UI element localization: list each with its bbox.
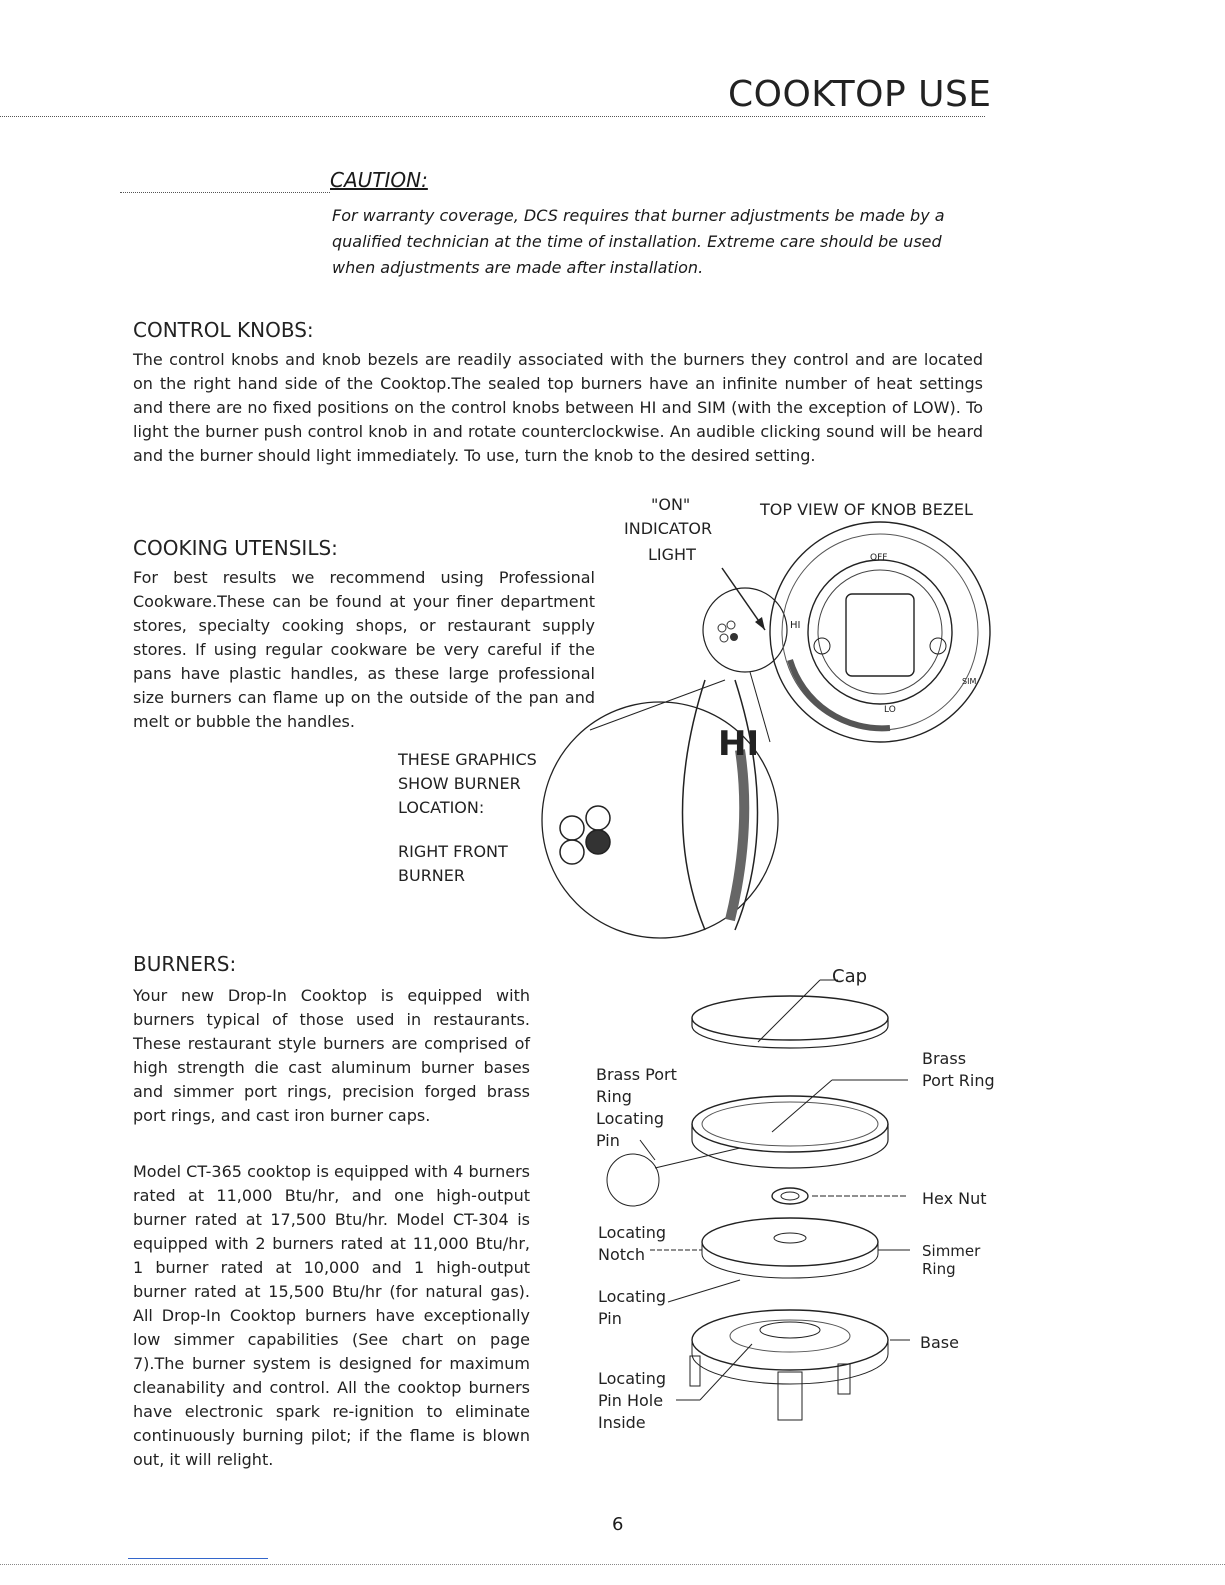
footer-link-underline (128, 1558, 268, 1559)
cooking-utensils-heading: COOKING UTENSILS: (133, 536, 338, 560)
page-number: 6 (612, 1514, 624, 1535)
label-line: Pin (598, 1309, 622, 1328)
label-line: Notch (598, 1245, 645, 1264)
caption-line: LOCATION: (398, 798, 485, 817)
page-title: COOKTOP USE (728, 74, 992, 115)
label-line: Locating (598, 1287, 667, 1306)
caption-line: RIGHT FRONT (398, 842, 508, 861)
footer-rule (0, 1564, 1225, 1565)
control-knobs-heading: CONTROL KNOBS: (133, 318, 314, 342)
simmer-ring-label (922, 1242, 980, 1278)
caption-line: SHOW BURNER (398, 774, 521, 793)
brass-port-ring-locating-pin-label (596, 1064, 677, 1152)
label-line: Pin (596, 1131, 620, 1150)
caution-line: qualified technician at the time of installation. Extreme care should be used (332, 232, 942, 251)
control-knobs-body: The control knobs and knob bezels are readily associated with the burners they control and are located on the right hand side of the Cooktop.The sealed top burners have an infinite number of heat settings and there are no fixed positions on the control knobs between HI and SIM (with the exception of LOW). To light the burner push control knob in and rotate counterclockwise. An audible clicking sound will be heard and the burner should light immediately. To use, turn the knob to the desired setting. (133, 350, 983, 465)
hex-nut-label: Hex Nut (922, 1189, 987, 1208)
bezel-lo-mark: LO (884, 705, 896, 715)
locating-notch-label (598, 1222, 666, 1266)
label-line: Locating (596, 1109, 665, 1128)
cooking-utensils-body: For best results we recommend using Professional Cookware.These can be found at your finer department stores, specialty cooking shops, or restaurant supply stores. If using regular cookware be very careful if the pans have plastic handles, as these large professional size burners can flame up on the outside of the pan and melt or bubble the handles. (133, 568, 595, 731)
on-label: "ON" (651, 495, 691, 514)
brass-label: Brass (922, 1049, 967, 1068)
port-ring-label: Port Ring (922, 1071, 995, 1090)
indicator-label: INDICATOR (624, 519, 713, 538)
label-line: Pin Hole (598, 1391, 664, 1410)
caption-line: BURNER (398, 866, 465, 885)
burners-body-2: Model CT-365 cooktop is equipped with 4 burners rated at 11,000 Btu/hr, and one high-output burner rated at 17,500 Btu/hr. Model CT-304 is equipped with 2 burners rated at 11,000 Btu/hr, 1 burner rated at 10,000 and 1 high-output burner rated at 15,500 Btu/hr (for natural gas). All Drop-In Cooktop burners have exceptionally low simmer capabilities (See chart on page 7).The burner system is designed for maximum cleanability and control. All the cooktop burners have electronic spark re-ignition to eliminate continuously burning pilot; if the flame is blown out, it will relight. (133, 1162, 530, 1469)
burners-body-1: Your new Drop-In Cooktop is equipped with burners typical of those used in restaurants. These restaurant style burners are comprised of high strength die cast aluminum burner bases and simmer port rings, precision forged brass port rings, and cast iron burner caps. (133, 986, 530, 1125)
locating-pin-hole-label (598, 1368, 666, 1434)
cap-label: Cap (832, 966, 868, 987)
light-label: LIGHT (648, 545, 696, 564)
burners-heading: BURNERS: (133, 952, 237, 976)
label-line: Locating (598, 1223, 667, 1242)
label-line: Inside (598, 1413, 646, 1432)
bezel-off-mark: OFF (870, 553, 888, 563)
base-label: Base (920, 1333, 959, 1352)
locating-pin-label (598, 1286, 666, 1330)
label-line: Locating (598, 1369, 667, 1388)
caution-line: For warranty coverage, DCS requires that burner adjustments be made by a (332, 206, 945, 225)
caption-line: THESE GRAPHICS (398, 750, 537, 769)
bezel-sim-mark: SIM (962, 677, 977, 686)
label-line: Simmer (922, 1242, 981, 1260)
label-line: Ring (596, 1087, 632, 1106)
label-line: Ring (922, 1260, 956, 1278)
caution-heading: CAUTION: (330, 168, 428, 192)
bezel-hi-mark: HI (790, 620, 801, 631)
label-line: Brass Port (596, 1065, 677, 1084)
caution-line: when adjustments are made after installation. (332, 258, 704, 277)
top-view-label: TOP VIEW OF KNOB BEZEL (760, 500, 973, 519)
zoom-hi-mark: HI (718, 724, 760, 764)
